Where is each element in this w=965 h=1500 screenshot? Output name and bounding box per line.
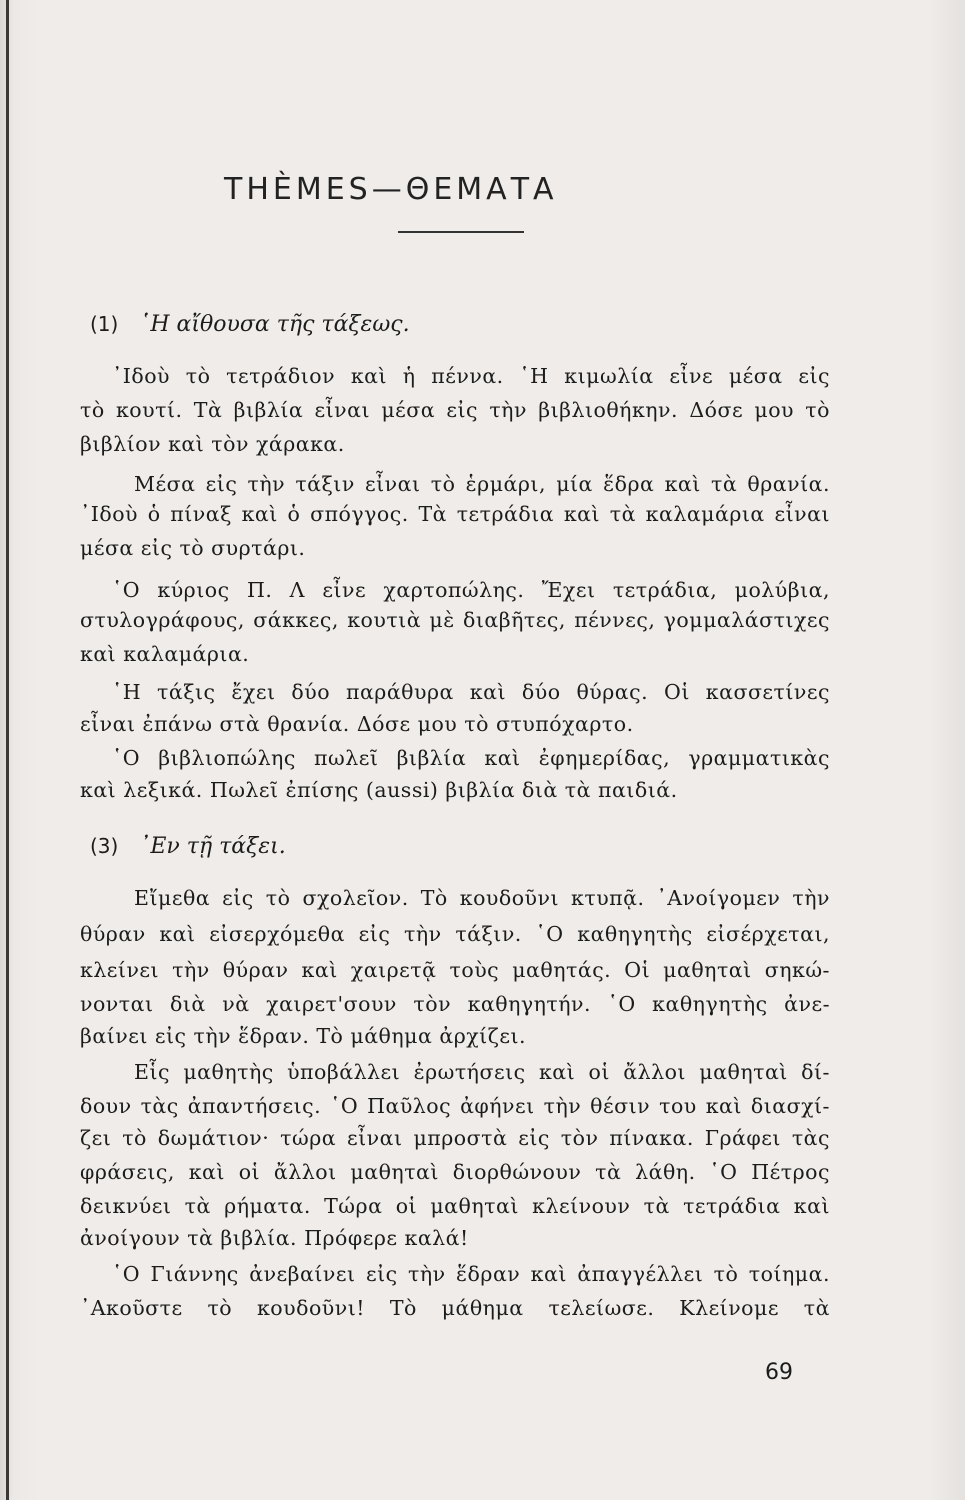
section-3-number: (3) xyxy=(90,834,119,858)
section-1-line: καὶ καλαμάρια. xyxy=(80,642,250,666)
section-1-line: μέσα εἰς τὸ συρτάρι. xyxy=(80,536,306,560)
section-3-line: ῾Ο Γιάννης ἀνεβαίνει εἰς τὴν ἕδραν καὶ ἀπαγγέλλει τὸ τοίημα. xyxy=(112,1262,830,1286)
section-3-line: ᾿Ακοῦστε τὸ κουδοῦνι! Τὸ μάθημα τελείωσε. Κλείνομε τὰ xyxy=(80,1296,830,1320)
section-1-title: ῾Η αἴθουσα τῆς τάξεως. xyxy=(139,312,410,337)
section-1-line: εἶναι ἐπάνω στὰ θρανία. Δόσε μου τὸ στυπόχαρτο. xyxy=(80,712,634,736)
section-3-line: δεικνύει τὰ ρήματα. Τώρα οἱ μαθηταὶ κλείνουν τὰ τετράδια καὶ xyxy=(80,1194,830,1218)
section-1-line: στυλογράφους, σάκκες, κουτιὰ μὲ διαβῆτες, πέννες, γομμαλάστιχες xyxy=(80,608,830,632)
section-3-line: Εἴμεθα εἰς τὸ σχολεῖον. Τὸ κουδοῦνι κτυπᾷ. ᾿Ανοίγομεν τὴν xyxy=(134,886,830,910)
section-1-line: ῾Ο κύριος Π. Λ εἶνε χαρτοπώλης. Ἔχει τετράδια, μολύβια, xyxy=(112,578,830,602)
section-1-line: ᾿Ιδοὺ τὸ τετράδιον καὶ ἡ πέννα. ῾Η κιμωλία εἶνε μέσα εἰς xyxy=(112,364,830,388)
section-1-line: Μέσα εἰς τὴν τάξιν εἶναι τὸ ἑρμάρι, μία ἕδρα καὶ τὰ θρανία. xyxy=(134,472,830,496)
section-3-line: Εἷς μαθητὴς ὑποβάλλει ἐρωτήσεις καὶ οἱ ἄλλοι μαθηταὶ δί- xyxy=(134,1060,830,1084)
section-3-line: φράσεις, καὶ οἱ ἄλλοι μαθηταὶ διορθώνουν τὰ λάθη. ῾Ο Πέτρος xyxy=(80,1160,830,1184)
section-1-number: (1) xyxy=(90,312,119,336)
section-1-line: ῾Ο βιβλιοπώλης πωλεῖ βιβλία καὶ ἐφημερίδας, γραμματικὰς xyxy=(112,746,830,770)
binding-edge xyxy=(6,0,9,1500)
section-3-line: βαίνει εἰς τὴν ἕδραν. Τὸ μάθημα ἀρχίζει. xyxy=(80,1024,527,1048)
section-1-line: ᾿Ιδοὺ ὁ πίναξ καὶ ὁ σπόγγος. Τὰ τετράδια καὶ τὰ καλαμάρια εἶναι xyxy=(80,502,830,526)
section-3-line: νονται διὰ νὰ χαιρετ'σουν τὸν καθηγητήν. ῾Ο καθηγητὴς ἀνε- xyxy=(80,992,830,1016)
page-title: THÈMES—ΘΕΜΑΤΑ xyxy=(224,172,558,207)
section-3-line: ζει τὸ δωμάτιον· τώρα εἶναι μπροστὰ εἰς τὸν πίνακα. Γράφει τὰς xyxy=(80,1126,830,1150)
section-3-title: ᾿Εν τῇ τάξει. xyxy=(139,834,286,859)
section-3-line: ἀνοίγουν τὰ βιβλία. Πρόφερε καλά! xyxy=(80,1226,469,1250)
title-rule xyxy=(398,231,524,233)
section-1-line: τὸ κουτί. Τὰ βιβλία εἶναι μέσα εἰς τὴν βιβλιοθήκην. Δόσε μου τὸ xyxy=(80,398,830,422)
section-1-line: βιβλίον καὶ τὸν χάρακα. xyxy=(80,432,345,456)
page-number: 69 xyxy=(765,1360,793,1385)
section-3-heading xyxy=(90,834,286,859)
section-1-line: ῾Η τάξις ἔχει δύο παράθυρα καὶ δύο θύρας. Οἱ κασσετίνες xyxy=(112,680,830,704)
section-3-line: δουν τὰς ἀπαντήσεις. ῾Ο Παῦλος ἀφήνει τὴν θέσιν του καὶ διασχί- xyxy=(80,1094,830,1118)
section-3-line: κλείνει τὴν θύραν καὶ χαιρετᾷ τοὺς μαθητάς. Οἱ μαθηταὶ σηκώ- xyxy=(80,958,830,982)
section-3-line: θύραν καὶ εἰσερχόμεθα εἰς τὴν τάξιν. ῾Ο καθηγητὴς εἰσέρχεται, xyxy=(80,922,830,946)
section-1-line: καὶ λεξικά. Πωλεῖ ἐπίσης (aussi) βιβλία διὰ τὰ παιδιά. xyxy=(80,778,678,802)
section-1-heading xyxy=(90,312,410,337)
